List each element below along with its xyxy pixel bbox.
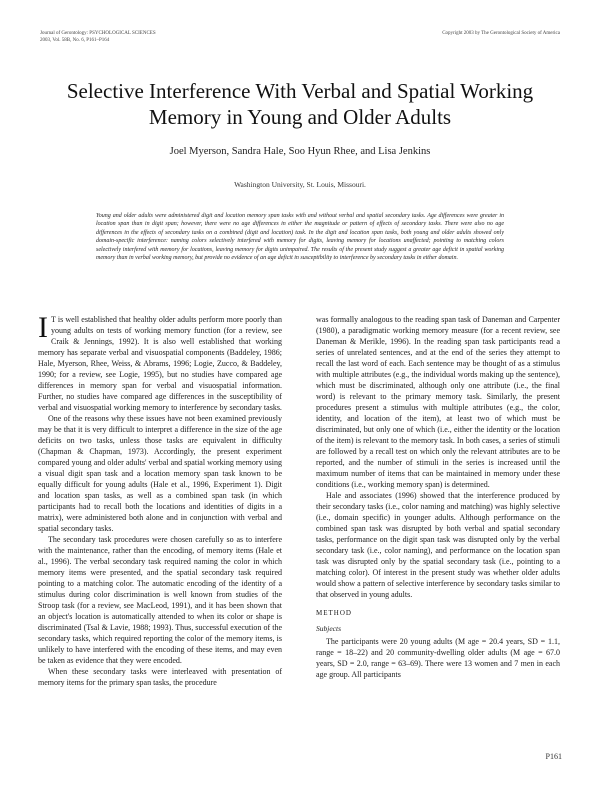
body-column-left [38, 311, 282, 688]
journal-header [40, 30, 156, 44]
body-paragraph: The secondary task procedures were chosen carefully so as to interfere with the maintenance, rather than the encoding, of memory items (Hale et al., 1996). The verbal secondary task required naming the color in which memory items were presented, and the spatial secondary task required pointing to a matching color. The automatic encoding of the identity of a stimulus during color discrimination is well known from studies of the Stroop task (for a review, see MacLeod, 1991), and it has been shown that an object's location is automatically attended to when its color or shape is discriminated (Tsal & Lavie, 1988; 1993). Thus, successful execution of the secondary tasks, which required reporting the color of the memory items, is unlikely to have interfered with the encoding of these items, and may even be taken as evidence that they were encoded. [38, 535, 282, 665]
body-paragraph: The participants were 20 young adults (M age = 20.4 years, SD = 1.1, range = 18–22) and 20 community-dwelling older adults (M age = 67.0 years, SD = 2.0, range = 63–69). There were 13 women and 7 men in each age group. All participants [316, 637, 560, 679]
journal-line: Journal of Gerontology: PSYCHOLOGICAL SCIENCES [40, 31, 156, 36]
body-paragraph: Hale and associates (1996) showed that the interference produced by their secondary tasks (i.e., color naming and matching) was highly selective (i.e., domain specific) in younger adults. Although performance on the combined span task was disrupted by both verbal and spatial secondary tasks, performance on the digit span task was disrupted only by the verbal secondary task (i.e., color naming), and performance on the location span task was disrupted only by the spatial secondary task (i.e., pointing to a matching color). Of interest in the present study was whether older adults would show a pattern of selective interference by secondary tasks similar to that observed in young adults. [316, 491, 560, 599]
body-column-right [316, 314, 560, 680]
page-number: P161 [545, 752, 562, 761]
article-title: Selective Interference With Verbal and Spatial Working Memory in Young and Older Adults [66, 79, 534, 129]
paragraph-text: T is well established that healthy older adults perform more poorly than young adults on tests of working memory function (for a review, see Craik & Jennings, 1992). It is also well established that working memory has separate verbal and visuospatial components (Baddeley, 1986; Hale, Myerson, Rhee, Weiss, & Abrams, 1996; Logie, Zucco, & Baddeley, 1990; for a review, see Logie, 1995), but no studies have compared age differences in memory span for verbal and visuospatial information. Further, no studies have compared age differences in the susceptibility of verbal and visuospatial working memory to interference by secondary tasks. [38, 315, 282, 412]
body-paragraph: One of the reasons why these issues have not been examined previously may be that it is very difficult to interpret a difference in the size of the age deficits on two tasks, unless those tasks are equivalent in difficulty (Chapman & Chapman, 1973). Accordingly, the present experiment compared young and older adults' verbal and spatial working memory using a visual digit span task and a location memory span task known to be equally difficult for young adults (Hale et al., 1996, Experiment 1). Digit and location span tasks, as well as a combined span task (in which participants had to recall both the locations and identities of digits in a matrix), were administered both alone and in conjunction with verbal and spatial secondary tasks. [38, 414, 282, 533]
abstract: Young and older adults were administered digit and location memory span tasks with and without verbal and spatial secondary tasks. Age differences were greater in location span than in digit span; however, there were no age differences in either the magnitude or pattern of effects of secondary tasks. There were also no age differences in the effects of secondary tasks on a combined (digit and location) task. In the digit and location span tasks, both young and older adults showed only domain-specific interference: naming colors selectively interfered with memory for digits, leaving memory for locations unaffected; pointing to matching colors selectively interfered with memory for locations, leaving memory for digits unimpaired. The results of the present study suggest a greater age deficit in spatial working memory than in verbal working memory, but provide no evidence of an age deficit in susceptibility to interference by secondary tasks in either domain. [96, 213, 504, 262]
affiliation: Washington University, St. Louis, Missouri. [234, 180, 366, 189]
body-paragraph [38, 311, 282, 413]
journal-line: 2003, Vol. 58B, No. 6, P161–P164 [40, 38, 110, 43]
section-heading-method: METHOD [316, 609, 352, 617]
body-paragraph: was formally analogous to the reading span task of Daneman and Carpenter (1980), a paradigmatic working memory measure (for a recent review, see Daneman & Merikle, 1996). In the reading span task participants read a series of unrelated sentences, and at the end of the series they attempt to recall the last word of each. Each sentence may be thought of as a stimulus with multiple attributes (e.g., the individual words making up the sentence), which must be discriminated, although only one attribute (i.e., the final word) is relevant to the primary memory task. Similarly, the present procedures present a stimulus with multiple attributes (e.g., the color, identity, and location of the item), at least two of which must be discriminated, but only one of which (i.e., either the identity or the location of the item) is relevant to the memory task. In both cases, a series of stimuli are followed by a recall test on which only the relevant attributes are to be reported, and the number of stimuli in the series is increased until the maximum number of items that can be maintained in memory under these conditions (i.e., working memory span) is determined. [316, 315, 560, 489]
drop-cap: I [38, 311, 48, 344]
copyright-notice: Copyright 2003 by The Gerontological Society of America [442, 31, 560, 36]
subsection-heading-subjects: Subjects [316, 624, 341, 633]
author-list: Joel Myerson, Sandra Hale, Soo Hyun Rhee, and Lisa Jenkins [169, 146, 431, 157]
body-paragraph: When these secondary tasks were interleaved with presentation of memory items for the primary span tasks, the procedure [38, 667, 282, 687]
